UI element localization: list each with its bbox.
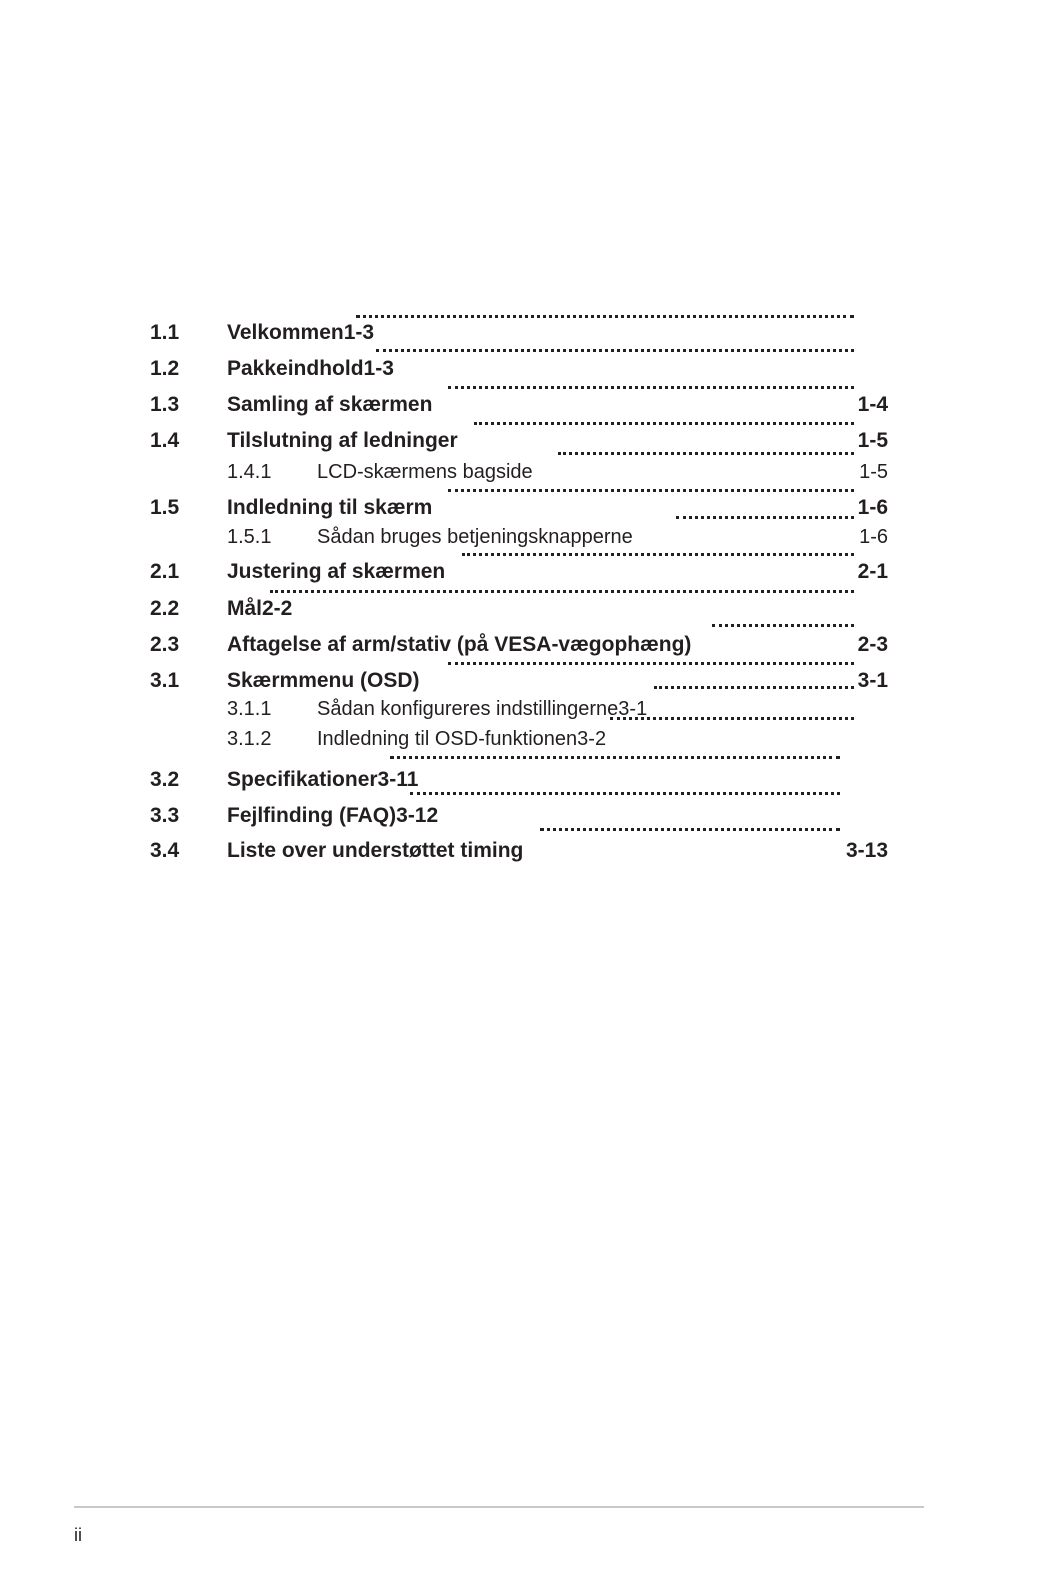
- toc-entry-title: Velkommen1-3: [227, 321, 375, 344]
- toc-entry-title: Liste over understøttet timing: [227, 839, 524, 862]
- toc-entry-title: Specifikationer3-11: [227, 768, 419, 791]
- toc-entry-page: 2-3: [857, 633, 888, 656]
- dot-leader: [676, 516, 854, 519]
- dot-leader: [448, 662, 854, 665]
- toc-entry-title: Mål2-2: [227, 597, 293, 620]
- dot-leader: [462, 553, 854, 556]
- toc-entry-page: 3-1: [857, 669, 888, 692]
- toc-entry-number: 3.1: [150, 669, 180, 692]
- toc-entry-title: LCD-skærmens bagside: [317, 461, 533, 483]
- dot-leader: [410, 792, 840, 795]
- toc-entry[interactable]: [0, 555, 1046, 589]
- toc-entry[interactable]: [0, 520, 1046, 554]
- toc-entry-number: 3.1.2: [227, 728, 272, 750]
- toc-entry-page: 2-1: [857, 560, 888, 583]
- dot-leader: [474, 422, 854, 425]
- toc-entry[interactable]: [0, 424, 1046, 458]
- toc-entry-number: 3.2: [150, 768, 180, 791]
- toc-entry-title: Tilslutning af ledninger: [227, 429, 458, 452]
- dot-leader: [558, 452, 854, 455]
- toc-entry-title: Sådan konfigureres indstillingerne3-1: [317, 698, 648, 720]
- toc-entry[interactable]: [0, 455, 1046, 489]
- footer-divider: [74, 1506, 924, 1508]
- toc-entry-page: 1-6: [857, 496, 888, 519]
- toc-entry[interactable]: [0, 628, 1046, 662]
- toc-entry-title: Sådan bruges betjeningsknapperne: [317, 526, 633, 548]
- toc-entry-page: 1-5: [857, 429, 888, 452]
- dot-leader: [540, 828, 840, 831]
- toc-entry-page: 1-6: [859, 526, 888, 548]
- dot-leader: [356, 315, 854, 318]
- toc-entry-number: 1.3: [150, 393, 180, 416]
- toc-entry-title: Indledning til OSD-funktionen3-2: [317, 728, 607, 750]
- toc-entry-number: 2.2: [150, 597, 180, 620]
- toc-entry-title: Justering af skærmen: [227, 560, 446, 583]
- footer-page-number: ii: [74, 1525, 82, 1545]
- dot-leader: [610, 717, 854, 720]
- toc-entry-title: Skærmmenu (OSD): [227, 669, 420, 692]
- toc-entry-page: 1-4: [857, 393, 888, 416]
- toc-entry-number: 1.2: [150, 357, 180, 380]
- toc-entry-number: 3.4: [150, 839, 180, 862]
- toc-entry[interactable]: [0, 592, 1046, 626]
- dot-leader: [448, 489, 854, 492]
- toc-entry[interactable]: [0, 834, 1046, 868]
- dot-leader: [270, 590, 854, 593]
- toc-entry[interactable]: [0, 388, 1046, 422]
- toc-entry[interactable]: [0, 799, 1046, 833]
- toc-entry-page: 1-5: [859, 461, 888, 483]
- toc-entry-number: 1.5.1: [227, 526, 272, 548]
- toc-entry-number: 1.5: [150, 496, 180, 519]
- toc-entry-title: Indledning til skærm: [227, 496, 433, 519]
- toc-entry-number: 3.3: [150, 804, 180, 827]
- toc-entry[interactable]: [0, 692, 1046, 726]
- dot-leader: [654, 686, 854, 689]
- toc-entry[interactable]: [0, 722, 1046, 756]
- toc-entry-number: 3.1.1: [227, 698, 272, 720]
- toc-entry-number: 1.1: [150, 321, 180, 344]
- toc-entry-title: Pakkeindhold1-3: [227, 357, 394, 380]
- toc-entry-number: 1.4: [150, 429, 180, 452]
- toc-entry-number: 2.3: [150, 633, 180, 656]
- toc-entry[interactable]: [0, 316, 1046, 350]
- toc-entry-number: 2.1: [150, 560, 180, 583]
- dot-leader: [376, 349, 854, 352]
- toc-entry-page: 3-13: [845, 839, 888, 862]
- toc-entry-title: Samling af skærmen: [227, 393, 433, 416]
- dot-leader: [712, 624, 854, 627]
- toc-entry-title: Aftagelse af arm/stativ (på VESA-vægophæng): [227, 633, 692, 656]
- dot-leader: [390, 756, 840, 759]
- toc-entry-number: 1.4.1: [227, 461, 272, 483]
- toc-entry[interactable]: [0, 352, 1046, 386]
- toc-entry-title: Fejlfinding (FAQ)3-12: [227, 804, 439, 827]
- dot-leader: [448, 386, 854, 389]
